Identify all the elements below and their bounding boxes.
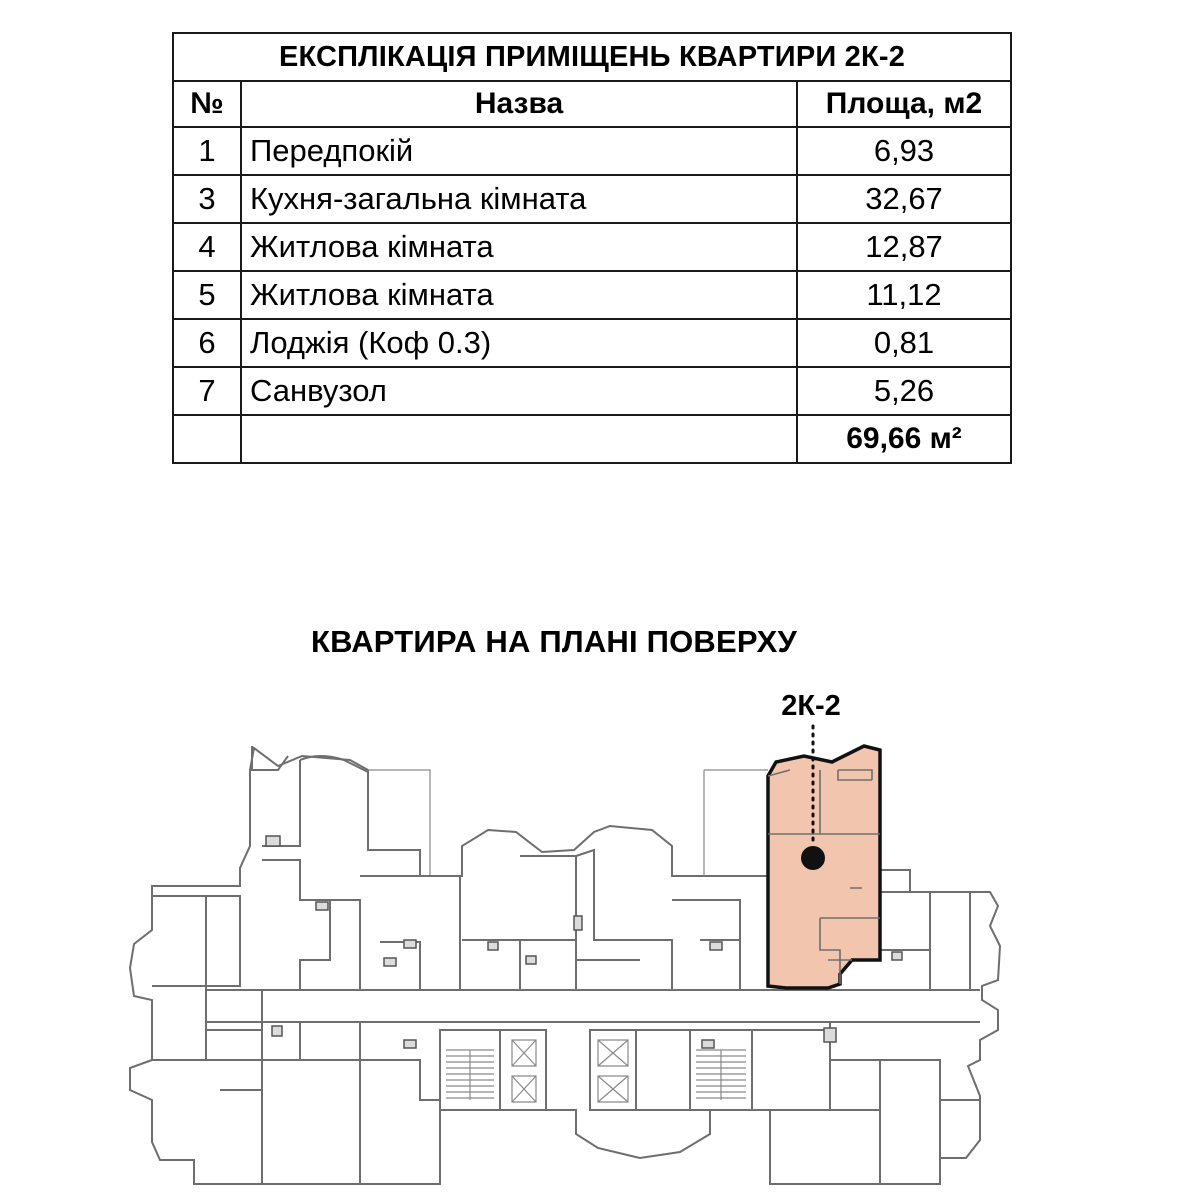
header-name: Назва — [241, 81, 797, 127]
room-number: 5 — [173, 271, 241, 319]
header-area: Площа, м2 — [797, 81, 1011, 127]
room-area: 5,26 — [797, 367, 1011, 415]
room-area: 6,93 — [797, 127, 1011, 175]
room-area: 0,81 — [797, 319, 1011, 367]
room-name: Кухня-загальна кімната — [241, 175, 797, 223]
room-number: 4 — [173, 223, 241, 271]
room-area: 11,12 — [797, 271, 1011, 319]
stairs-right — [696, 1050, 746, 1100]
elevator-shafts — [512, 1040, 628, 1102]
room-number: 6 — [173, 319, 241, 367]
room-number: 3 — [173, 175, 241, 223]
explication-title: ЕКСПЛІКАЦІЯ ПРИМІЩЕНЬ КВАРТИРИ 2К-2 — [173, 33, 1011, 81]
header-number: № — [173, 81, 241, 127]
apartment-label: 2К-2 — [781, 690, 841, 722]
room-name: Санвузол — [241, 367, 797, 415]
room-area: 32,67 — [797, 175, 1011, 223]
room-name: Житлова кімната — [241, 223, 797, 271]
room-number: 7 — [173, 367, 241, 415]
total-area: 69,66 м² — [797, 415, 1011, 463]
stairs-left — [446, 1050, 494, 1100]
room-name: Житлова кімната — [241, 271, 797, 319]
room-area: 12,87 — [797, 223, 1011, 271]
plan-caption: КВАРТИРА НА ПЛАНІ ПОВЕРХУ — [311, 624, 797, 659]
room-name: Лоджія (Коф 0.3) — [241, 319, 797, 367]
room-number: 1 — [173, 127, 241, 175]
apartment-2k2-highlight — [768, 746, 880, 988]
room-name: Передпокій — [241, 127, 797, 175]
